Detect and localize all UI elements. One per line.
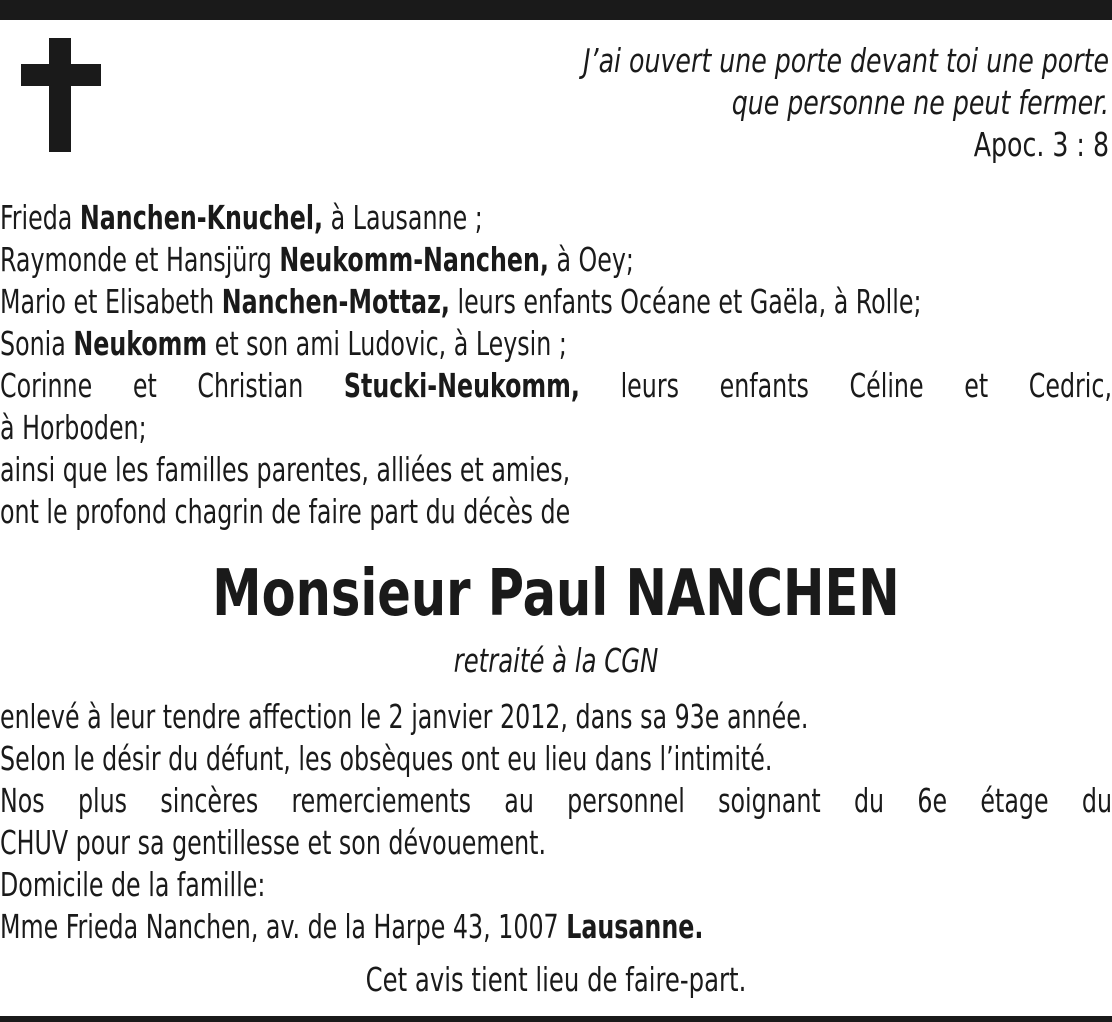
family-line: ont le profond chagrin de faire part du décès de [0,492,571,531]
bible-verse [497,40,1109,166]
top-border [0,0,1112,20]
family-line: Corinne et Christian Stucki-Neukomm, leurs enfants Céline et Cedric, [0,366,1112,405]
body-line: Domicile de la famille: [0,865,266,904]
body-line: Nos plus sincères remerciements au personnel soignant du 6e étage du [0,781,1112,820]
body-line: enlevé à leur tendre affection le 2 janvier 2012, dans sa 93e année. [0,697,809,736]
family-line: Raymonde et Hansjürg Neukomm-Nanchen, à Oey; [0,240,634,279]
deceased-name: Monsieur Paul NANCHEN [212,557,900,631]
bottom-border [0,1016,1112,1022]
verse-reference: Apoc. 3 : 8 [973,125,1109,164]
cross-icon [21,38,101,152]
family-line: à Horboden; [0,408,147,447]
closing-note: Cet avis tient lieu de faire-part. [365,960,747,999]
family-line: Frieda Nanchen-Knuchel, à Lausanne ; [0,198,483,237]
verse-line-2: que personne ne peut fermer. [731,83,1109,122]
body-line: Selon le désir du défunt, les obsèques ont eu lieu dans l’intimité. [0,739,773,778]
family-list [0,197,1112,533]
family-address: Mme Frieda Nanchen, av. de la Harpe 43, 1007 Lausanne. [0,907,704,946]
family-line: Mario et Elisabeth Nanchen-Mottaz, leurs enfants Océane et Gaëla, à Rolle; [0,282,922,321]
body-line: CHUV pour sa gentillesse et son dévouement. [0,823,547,862]
family-line: ainsi que les familles parentes, alliées et amies, [0,450,571,489]
notice-body [0,696,1112,948]
deceased-occupation: retraité à la CGN [453,641,659,680]
verse-line-1: J’ai ouvert une porte devant toi une porte [583,41,1109,80]
family-line: Sonia Neukomm et son ami Ludovic, à Leysin ; [0,324,567,363]
